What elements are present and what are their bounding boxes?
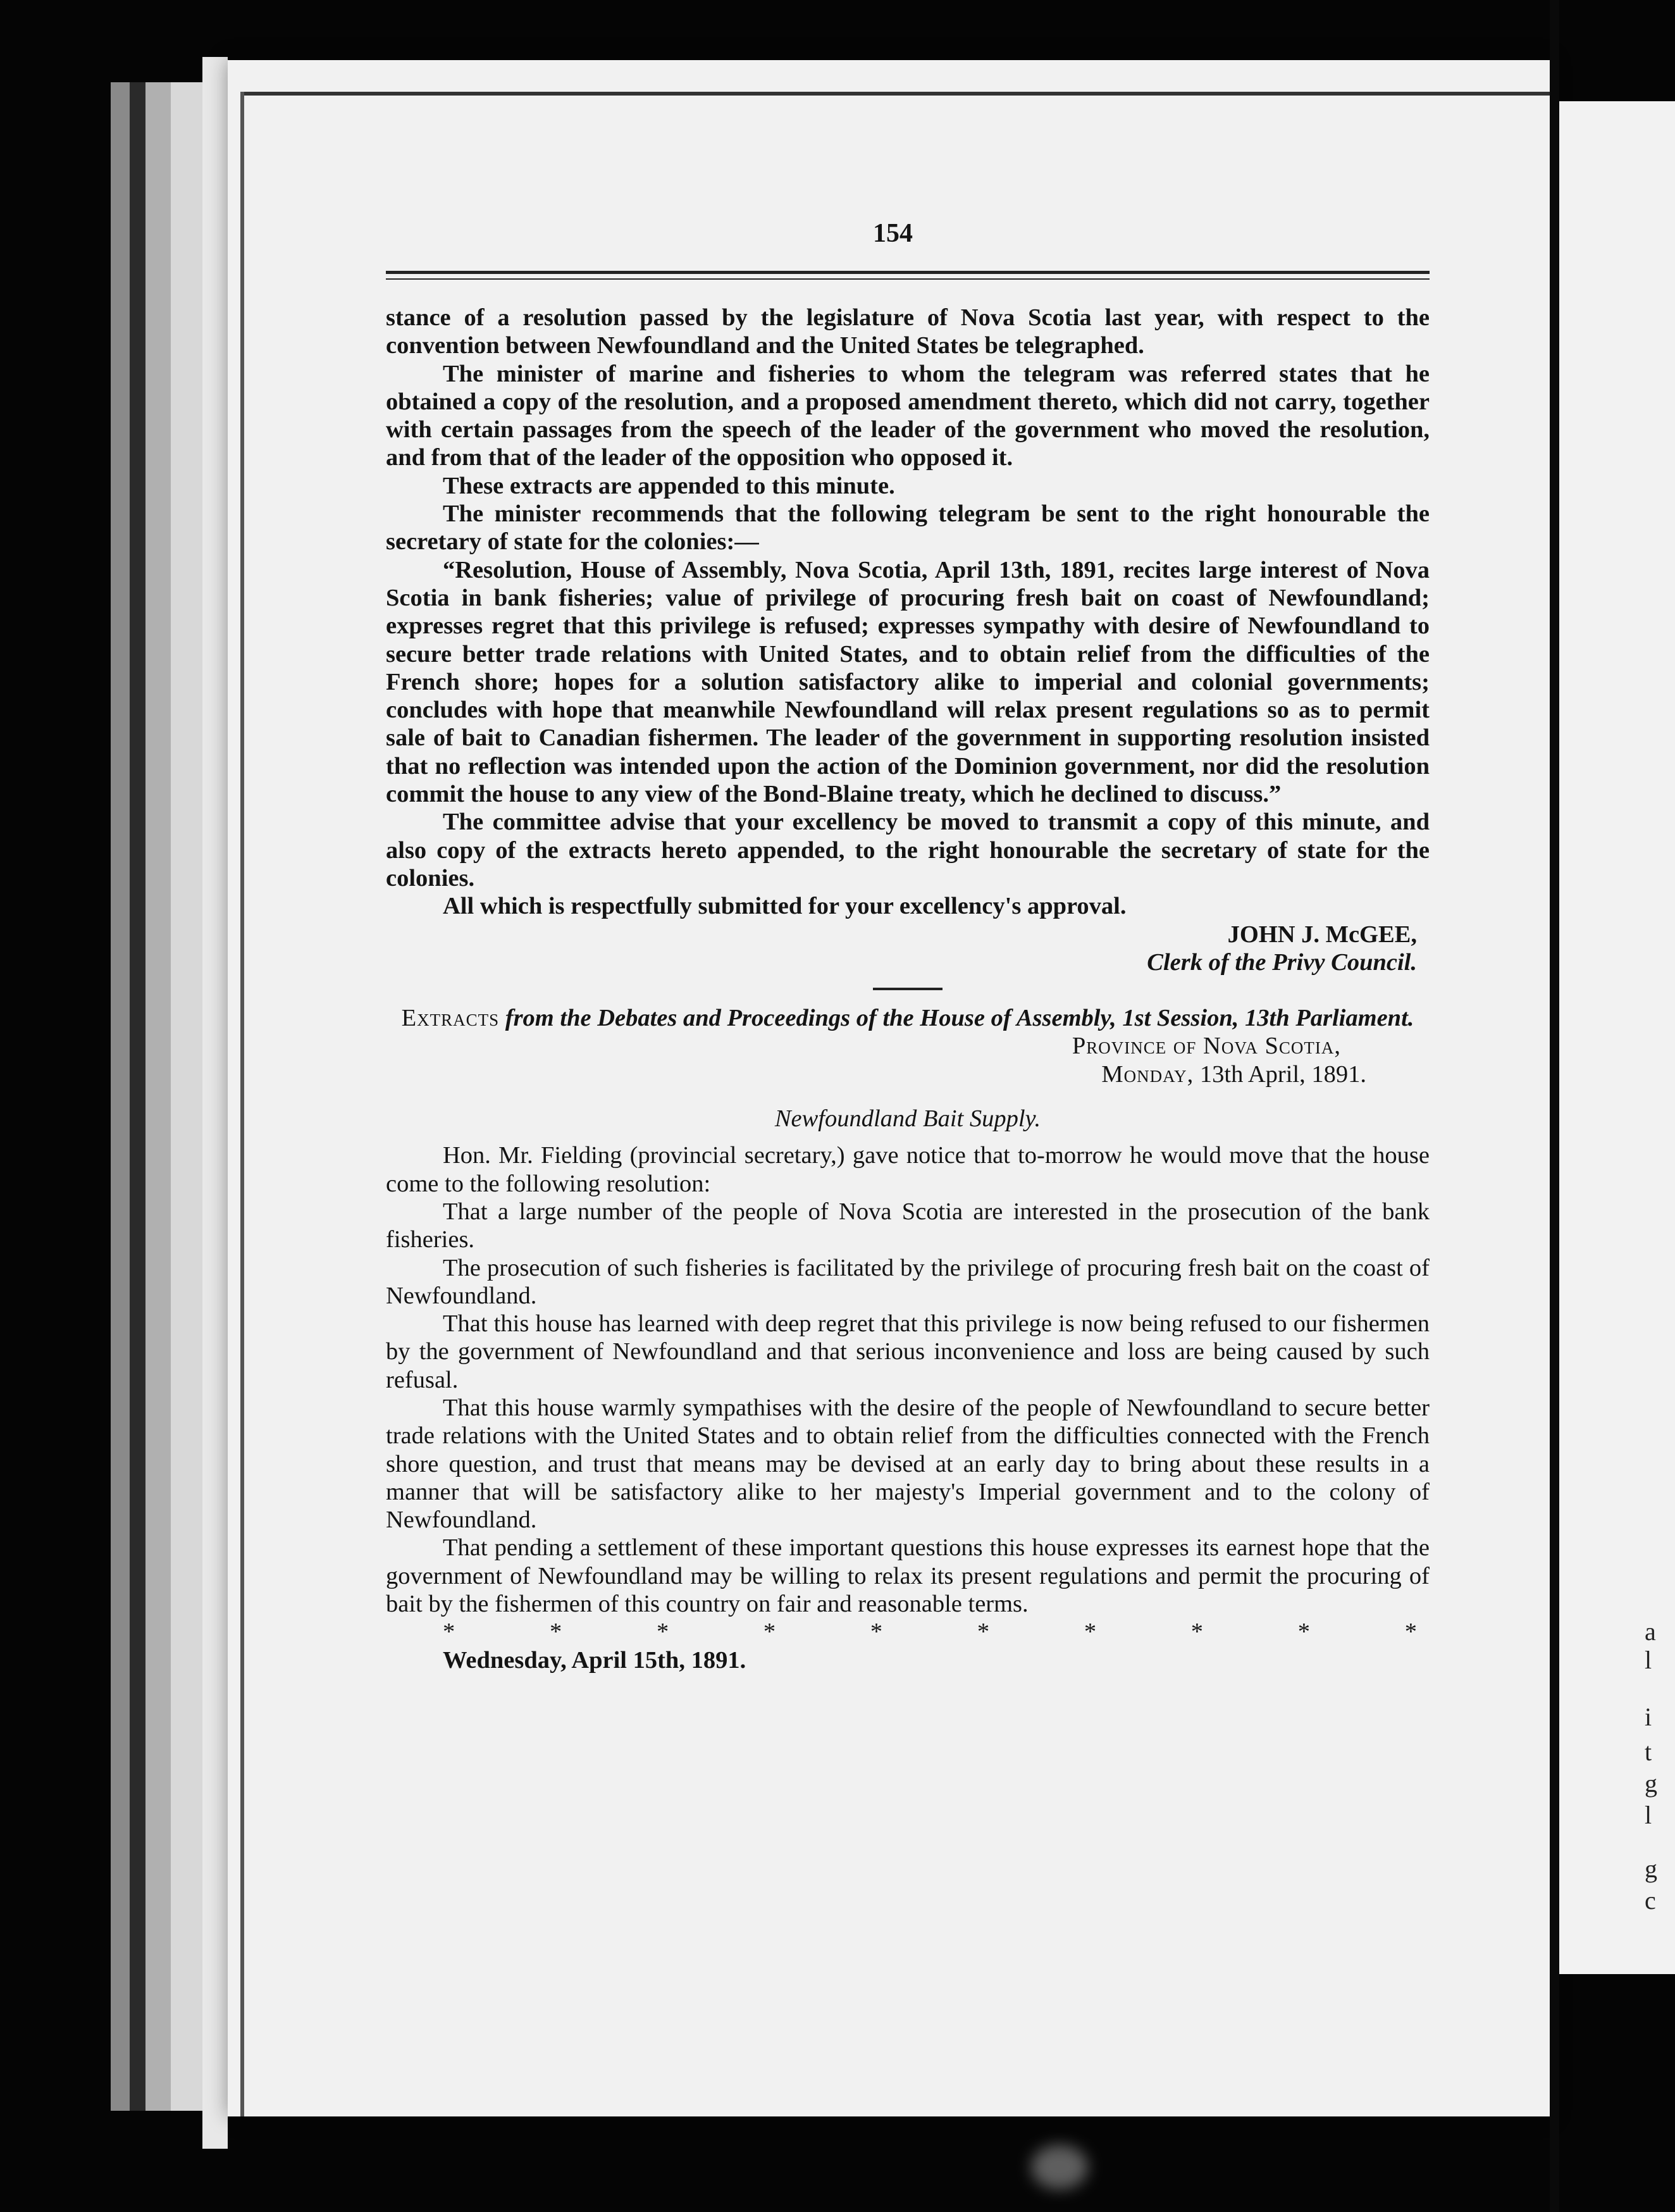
adjacent-page-edge [1559, 101, 1675, 1974]
scan-smudge [1031, 2145, 1088, 2189]
page-border [240, 92, 1550, 96]
adjacent-page-glyph: c [1645, 1886, 1656, 1915]
book-edge [111, 82, 130, 2111]
header-rule [386, 271, 1430, 274]
adjacent-page-glyph: t [1645, 1737, 1652, 1766]
province-line [386, 1032, 1430, 1060]
resolution-paragraph: That pending a settlement of these important questions this house expresses its earnest hope that the government of Newfoundland may be willing to relax its present regulations and permit the procuring of bait by the fishermen of this country on fair and reasonable terms. [386, 1534, 1430, 1618]
paragraph: All which is respectfully submitted for your excellency's approval. [443, 893, 1127, 920]
asterisk: * [656, 1619, 669, 1646]
resolution-paragraph: That a large number of the people of Nova Scotia are interested in the prosecution of the bank fisheries. [386, 1198, 1430, 1253]
asterisk: * [1297, 1619, 1310, 1646]
subheading: Newfoundland Bait Supply. [774, 1105, 1041, 1133]
adjacent-page-glyph: l [1645, 1801, 1652, 1829]
book-edge [171, 82, 202, 2111]
page-number: 154 [873, 219, 913, 248]
closing-date: Wednesday, April 15th, 1891. [443, 1646, 746, 1674]
extracts-heading [386, 1004, 1430, 1032]
asterisk: * [1084, 1619, 1097, 1646]
province: Province of Nova Scotia, [1072, 1033, 1341, 1060]
book-edge [202, 57, 228, 2149]
section-separator [873, 988, 943, 990]
resolution-paragraph: Hon. Mr. Fielding (provincial secretary,) gave notice that to-morrow he would move that the house come to the following resolution: [386, 1142, 1430, 1197]
asterisk: * [549, 1619, 562, 1646]
asterisk: * [443, 1619, 455, 1646]
extracts-lead: Extracts [401, 1005, 500, 1032]
asterisk: * [977, 1619, 990, 1646]
day: Monday, [1101, 1060, 1194, 1088]
paragraph: The committee advise that your excellency be moved to transmit a copy of this minute, and also copy of the extracts hereto appended, to the right honourable the secretary of state for the colonies. [386, 809, 1430, 892]
adjacent-page-glyph: l [1645, 1646, 1652, 1674]
signature-title: Clerk of the Privy Council. [1147, 948, 1417, 976]
header-rule-thin [386, 278, 1430, 280]
asterisk: * [1404, 1619, 1417, 1646]
paragraph: The minister of marine and fisheries to whom the telegram was referred states that he obtained a copy of the resolution, and a proposed amendment thereto, which did not carry, together with certain passages from the speech of the leader of the government who moved the resolution, and from that of the leader of the opposition who opposed it. [386, 360, 1430, 471]
asterisk: * [1190, 1619, 1204, 1646]
adjacent-page-glyph: g [1645, 1769, 1657, 1798]
paragraph: These extracts are appended to this minute. [443, 472, 895, 499]
adjacent-page-glyph: a [1645, 1617, 1656, 1646]
asterisk-row [386, 1618, 1430, 1646]
asterisk: * [763, 1619, 776, 1646]
paragraph: “Resolution, House of Assembly, Nova Scotia, April 13th, 1891, recites large interest of Nova Scotia in bank fisheries; value of privilege of procuring fresh bait on coast of Newfoundland; expresses regret that this privilege is refused; expresses sympathy with desire of Newfoundland to secure better trade relations with United States, and to obtain relief from the difficulties of the French shore; hopes for a solution satisfactory alike to imperial and colonial governments; concludes with hope that meanwhile Newfoundland will relax present regulations so as to permit sale of bait to Canadian fishermen. The leader of the government in supporting resolution insisted that no reflection was intended upon the action of the Dominion government, nor did the resolution commit the house to any view of the Bond-Blaine treaty, which he declined to discuss.” [386, 556, 1430, 808]
page-border [240, 92, 244, 2116]
date-line [386, 1060, 1430, 1088]
document-body [386, 304, 1430, 1674]
resolution-paragraph: The prosecution of such fisheries is facilitated by the privilege of procuring fresh bait on the coast of Newfoundland. [386, 1254, 1430, 1309]
gutter [1550, 0, 1559, 2212]
extracts-title: from the Debates and Proceedings of the House of Assembly, 1st Session, 13th Parliament. [505, 1005, 1414, 1032]
paragraph: stance of a resolution passed by the legislature of Nova Scotia last year, with respect to the convention between Newfoundland and the United States be telegraphed. [386, 304, 1430, 359]
signature-name: JOHN J. McGEE, [1227, 921, 1417, 948]
paragraph: The minister recommends that the following telegram be sent to the right honourable the secretary of state for the colonies:— [386, 500, 1430, 556]
resolution-paragraph: That this house has learned with deep regret that this privilege is now being refused to our fishermen by the government of Newfoundland and that serious inconvenience and loss are being caused by such refusal. [386, 1310, 1430, 1393]
date: 13th April, 1891. [1199, 1060, 1366, 1088]
resolution-paragraph: That this house warmly sympathises with the desire of the people of Newfoundland to secure better trade relations with the United States and to obtain relief from the difficulties connected with the French shore question, and trust that means may be devised at an early day to bring about these results in a manner that will be satisfactory alike to her majesty's Imperial government and to the colony of Newfoundland. [386, 1394, 1430, 1534]
asterisk: * [870, 1619, 883, 1646]
adjacent-page-glyph: g [1645, 1855, 1657, 1883]
adjacent-page-glyph: i [1645, 1703, 1652, 1731]
book-edge [145, 82, 171, 2111]
book-edge [130, 82, 145, 2111]
